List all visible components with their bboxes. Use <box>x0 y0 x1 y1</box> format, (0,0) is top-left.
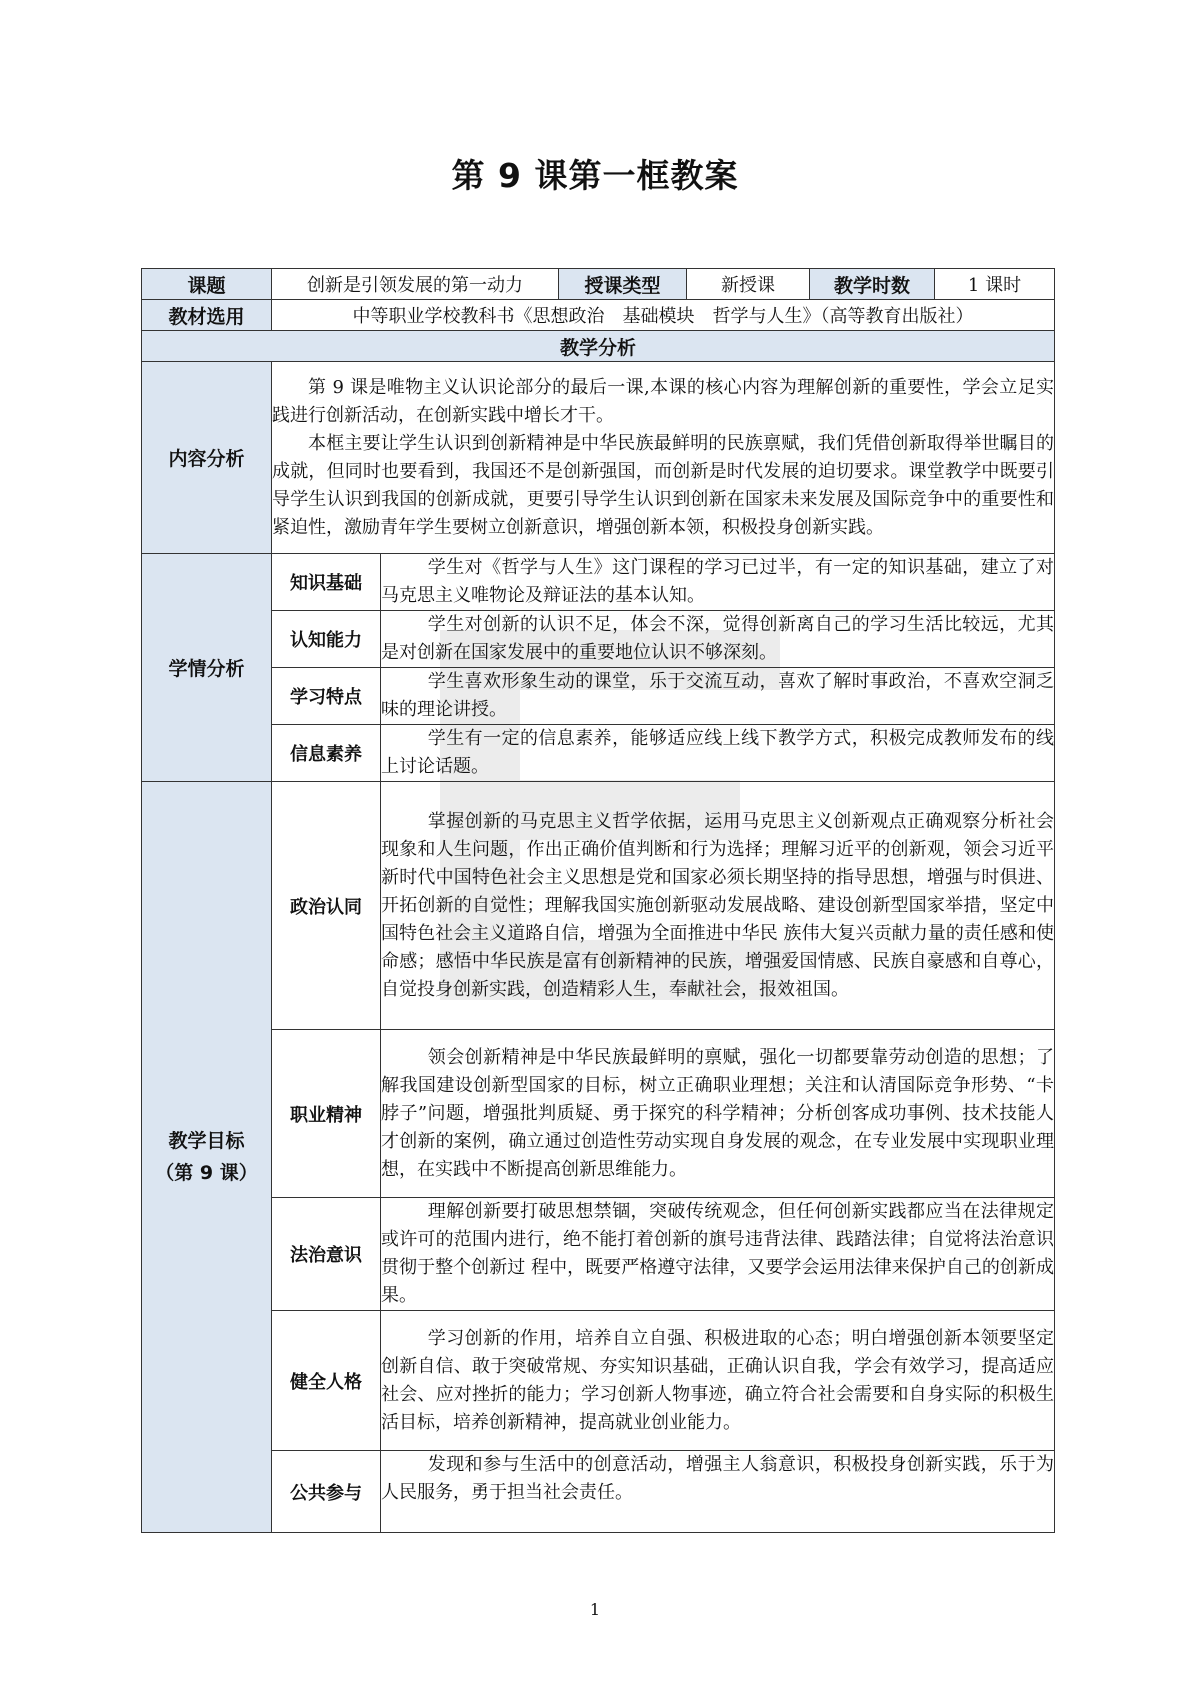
teaching-goals-label-line2: （第 9 课） <box>155 1162 258 1184</box>
teaching-goals-label <box>142 782 272 1533</box>
goal-item-label: 健全人格 <box>272 1311 381 1451</box>
header-row <box>142 269 1055 300</box>
content-paragraph: 本框主要让学生认识到创新精神是中华民族最鲜明的民族禀赋，我们凭借创新取得举世瞩目的成就，但同时也要看到，我国还不是创新强国，而创新是时代发展的迫切要求。课堂教学中既要引导学生认识到我国的创新成就，更要引导学生认识到创新在国家未来发展及国际竞争中的重要性和紧迫性，激励青年学生要树立创新意识，增强创新本领，积极投身创新实践。 <box>272 432 1054 538</box>
analysis-heading-row <box>142 331 1055 362</box>
goal-item-text: 理解创新要打破思想禁锢，突破传统观念，但任何创新实践都应当在法律规定或许可的范围内进行，绝不能打着创新的旗号违背法律、践踏法律；自觉将法治意识贯彻于整个创新过 程中，既要严格遵守法律，又要学会运用法律来保护自己的创新成果。 <box>381 1201 1054 1306</box>
learner-row <box>142 611 1055 668</box>
goal-item-text: 发现和参与生活中的创意活动，增强主人翁意识，积极投身创新实践，乐于为人民服务，勇于担当社会责任。 <box>381 1454 1054 1503</box>
learner-item-text: 学生喜欢形象生动的课堂，乐于交流互动，喜欢了解时事政治，不喜欢空洞乏味的理论讲授。 <box>381 671 1054 720</box>
learner-item-label: 认知能力 <box>272 611 381 668</box>
goal-item-label: 公共参与 <box>272 1451 381 1533</box>
page-number: 1 <box>589 1600 601 1619</box>
learner-item-label: 知识基础 <box>272 554 381 611</box>
learner-item-text: 学生对《哲学与人生》这门课程的学习已过半，有一定的知识基础，建立了对马克思主义唯物论及辩证法的基本认知。 <box>381 557 1054 606</box>
learner-item-text: 学生对创新的认识不足，体会不深，觉得创新离自己的学习生活比较远，尤其是对创新在国家发展中的重要地位认识不够深刻。 <box>381 614 1054 663</box>
topic-value: 创新是引领发展的第一动力 <box>272 269 559 300</box>
lesson-type-value: 新授课 <box>687 269 810 300</box>
textbook-label: 教材选用 <box>142 300 272 331</box>
content-analysis-text <box>272 362 1055 554</box>
goal-row <box>142 782 1055 1030</box>
analysis-heading: 教学分析 <box>142 331 1055 362</box>
goal-row <box>142 1451 1055 1533</box>
teaching-goals-label-line1: 教学目标 <box>168 1130 245 1152</box>
teaching-hours-label: 教学时数 <box>810 269 935 300</box>
content-analysis-row <box>142 362 1055 554</box>
goal-item-text: 领会创新精神是中华民族最鲜明的禀赋，强化一切都要靠劳动创造的思想；了解我国建设创新型国家的目标，树立正确职业理想；关注和认清国际竞争形势、“卡脖子”问题，增强批判质疑、勇于探究的科学精神；分析创客成功事例、技术技能人才创新的案例，确立通过创造性劳动实现自身发展的观念，在专业发展中实现职业理想，在实践中不断提高创新思维能力。 <box>381 1046 1054 1180</box>
lesson-plan-table <box>141 268 1055 1533</box>
goal-item-label: 政治认同 <box>272 782 381 1030</box>
learner-item-text: 学生有一定的信息素养，能够适应线上线下教学方式，积极完成教师发布的线上讨论话题。 <box>381 728 1054 777</box>
learner-analysis-label: 学情分析 <box>142 554 272 782</box>
lesson-type-label: 授课类型 <box>559 269 687 300</box>
goal-row <box>142 1311 1055 1451</box>
learner-row <box>142 554 1055 611</box>
teaching-hours-value: 1 课时 <box>935 269 1055 300</box>
learner-row <box>142 668 1055 725</box>
textbook-value: 中等职业学校教科书《思想政治 基础模块 哲学与人生》（高等教育出版社） <box>272 300 1055 331</box>
learner-item-label: 信息素养 <box>272 725 381 782</box>
learner-row <box>142 725 1055 782</box>
topic-label: 课题 <box>142 269 272 300</box>
content-analysis-label: 内容分析 <box>142 362 272 554</box>
goal-item-label: 职业精神 <box>272 1030 381 1198</box>
goal-item-label: 法治意识 <box>272 1198 381 1311</box>
page-title: 第 9 课第一框教案 <box>451 156 739 195</box>
textbook-row <box>142 300 1055 331</box>
goal-row <box>142 1030 1055 1198</box>
goal-item-text: 学习创新的作用，培养自立自强、积极进取的心态；明白增强创新本领要坚定创新自信、敢于突破常规、夯实知识基础，正确认识自我，学会有效学习，提高适应社会、应对挫折的能力；学习创新人物事迹，确立符合社会需要和自身实际的积极生活目标，培养创新精神，提高就业创业能力。 <box>381 1327 1054 1433</box>
learner-item-label: 学习特点 <box>272 668 381 725</box>
goal-row <box>142 1198 1055 1311</box>
goal-item-text: 掌握创新的马克思主义哲学依据，运用马克思主义创新观点正确观察分析社会现象和人生问题，作出正确价值判断和行为选择；理解习近平的创新观，领会习近平新时代中国特色社会主义思想是党和国家必须长期坚持的指导思想，增强与时俱进、开拓创新的自觉性；理解我国实施创新驱动发展战略、建设创新型国家举措，坚定中国特色社会主义道路自信，增强为全面推进中华民 族伟大复兴贡献力量的责任感和使命感；感悟中华民族是富有创新精神的民族，增强爱国情感、民族自豪感和自尊心，自觉投身创新实践，创造精彩人生，奉献社会，报效祖国。 <box>381 810 1054 1000</box>
content-paragraph: 第 9 课是唯物主义认识论部分的最后一课,本课的核心内容为理解创新的重要性，学会立足实践进行创新活动，在创新实践中增长才干。 <box>272 376 1054 426</box>
